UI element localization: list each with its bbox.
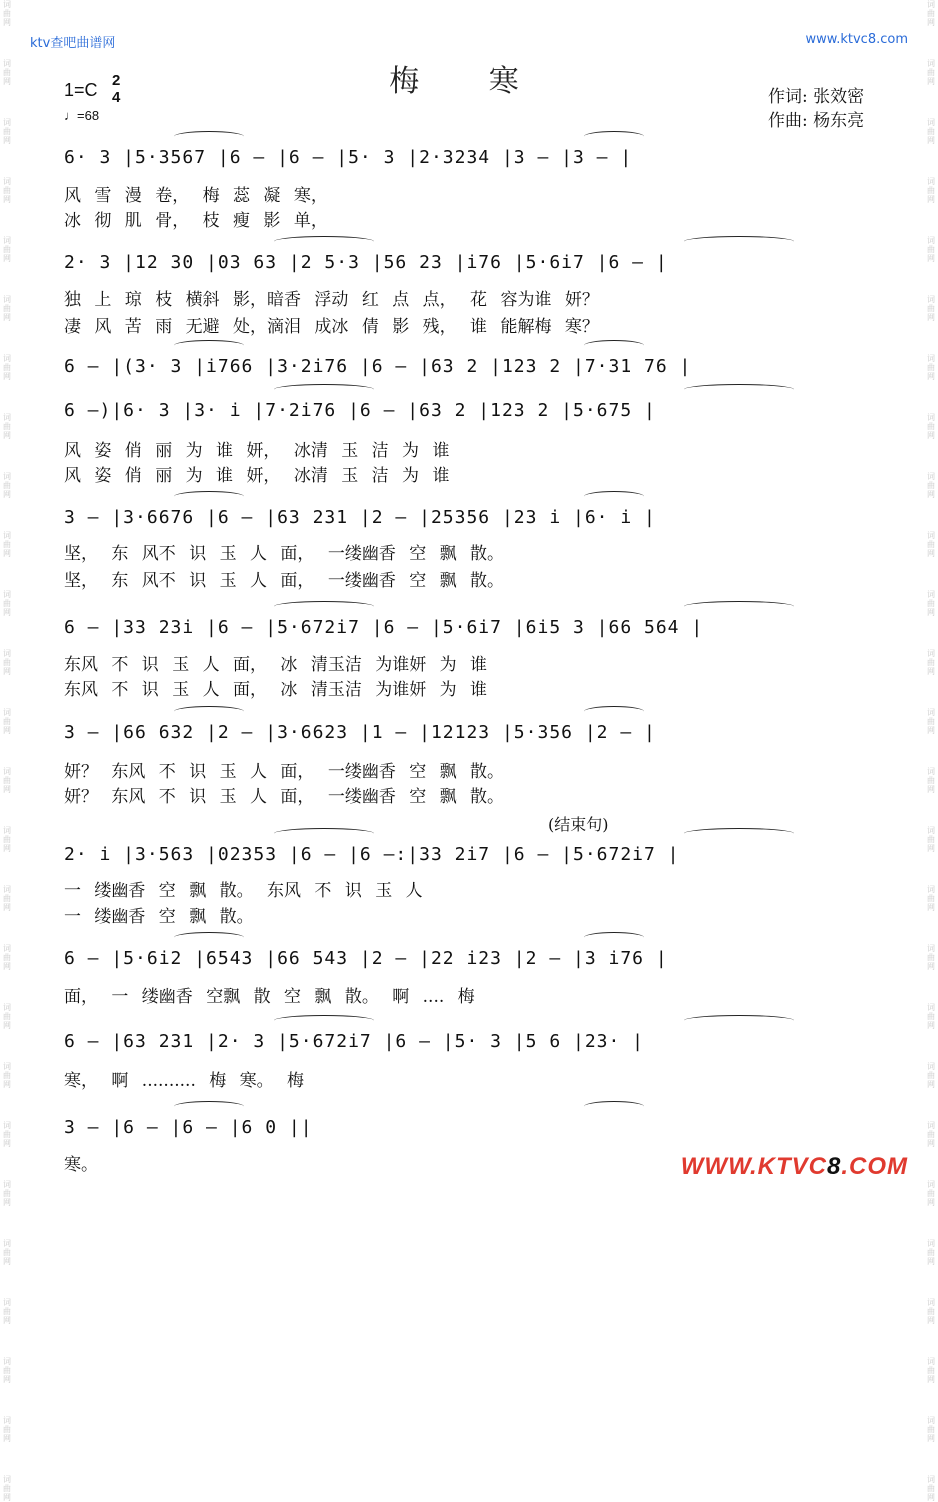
meter-bottom: 4 — [112, 89, 121, 106]
strip-text: 词 曲 网 — [3, 1180, 11, 1207]
site-name-left[interactable]: ktv查吧曲谱网 — [30, 36, 116, 51]
strip-text: 词 曲 网 — [927, 590, 935, 617]
notation-row: 6· 3 |5·3567 |6 – |6 – |5· 3 |2·3234 |3 – |3 – | — [64, 147, 633, 168]
lyric-line: 坚， 东 风不 识 玉 人 面， 一缕幽香 空 飘 散。 — [64, 571, 505, 591]
song-title: 梅 寒 — [389, 64, 549, 99]
strip-text: 词 曲 网 — [3, 472, 11, 499]
strip-text: 词 曲 网 — [3, 118, 11, 145]
slur-arc — [274, 236, 374, 247]
strip-text: 词 曲 网 — [3, 354, 11, 381]
strip-text: 词 曲 网 — [3, 1416, 11, 1443]
notation-row: 3 – |66 632 |2 – |3·6623 |1 – |12123 |5·356 |2 – | — [64, 722, 656, 743]
lyric-line: 妍？ 东风 不 识 玉 人 面， 一缕幽香 空 飘 散。 — [64, 787, 505, 807]
slur-arc — [174, 340, 244, 351]
strip-text: 词 曲 网 — [927, 1239, 935, 1266]
strip-text: 词 曲 网 — [3, 59, 11, 86]
lyric-line: 东风 不 识 玉 人 面， 冰 清玉洁 为谁妍 为 谁 — [64, 655, 488, 675]
notation-row: 6 – |5·6i2 |6543 |66 543 |2 – |22 i23 |2 – |3 i76 | — [64, 948, 668, 969]
strip-text: 词 曲 网 — [927, 1298, 935, 1325]
lyric-line: 冰 彻 肌 骨， 枝 瘦 影 单， — [64, 211, 328, 231]
strip-text: 词 曲 网 — [3, 944, 11, 971]
strip-text: 词 曲 网 — [3, 295, 11, 322]
strip-text: 词 曲 网 — [927, 1357, 935, 1384]
strip-text: 词 曲 网 — [3, 1298, 11, 1325]
strip-text: 词 曲 网 — [3, 1475, 11, 1502]
slur-arc — [274, 1015, 374, 1026]
slur-arc — [174, 1101, 244, 1112]
strip-text: 词 曲 网 — [927, 767, 935, 794]
slur-arc — [684, 384, 794, 395]
notation-row: 6 – |(3· 3 |i766 |3·2i76 |6 – |63 2 |123 2 |7·31 76 | — [64, 356, 692, 377]
slur-arc — [274, 601, 374, 612]
lyric-line: 妍？ 东风 不 识 玉 人 面， 一缕幽香 空 飘 散。 — [64, 762, 505, 782]
strip-text: 词 曲 网 — [3, 236, 11, 263]
strip-text: 词 曲 网 — [927, 0, 935, 27]
strip-text: 词 曲 网 — [3, 708, 11, 735]
ending-annotation: (结束句) — [548, 815, 609, 834]
lyric-line: 寒。 — [64, 1155, 98, 1175]
lyric-line: 风 姿 俏 丽 为 谁 妍， 冰清 玉 洁 为 谁 — [64, 466, 450, 486]
strip-text: 词 曲 网 — [927, 1180, 935, 1207]
watermark-part1: WWW.KTVC — [680, 1153, 827, 1180]
tempo-marking: ♩=68 — [64, 108, 100, 123]
left-watermark-strip — [0, 0, 14, 1502]
time-signature — [112, 72, 120, 106]
lyric-line: 坚， 东 风不 识 玉 人 面， 一缕幽香 空 飘 散。 — [64, 544, 505, 564]
strip-text: 词 曲 网 — [927, 177, 935, 204]
watermark-part3: .COM — [841, 1153, 908, 1180]
strip-text: 词 曲 网 — [3, 1062, 11, 1089]
composer-credit: 作曲: 杨东亮 — [768, 111, 865, 131]
strip-text: 词 曲 网 — [927, 354, 935, 381]
lyric-line: 凄 风 苦 雨 无避 处，滴泪 成冰 倩 影 残， 谁 能解梅 寒？ — [64, 317, 599, 337]
strip-text: 词 曲 网 — [3, 0, 11, 27]
notation-row: 3 – |6 – |6 – |6 0 || — [64, 1117, 313, 1138]
notation-row: 6 – |33 23i |6 – |5·672i7 |6 – |5·6i7 |6i5 3 |66 564 | — [64, 617, 704, 638]
watermark-part2: 8 — [826, 1153, 842, 1180]
site-url-right[interactable]: www.ktvc8.com — [805, 32, 908, 47]
strip-text: 词 曲 网 — [927, 59, 935, 86]
lyric-line: 独 上 琼 枝 横斜 影，暗香 浮动 红 点 点， 花 容为谁 妍？ — [64, 290, 599, 310]
notation-row: 6 –)|6· 3 |3· i |7·2i76 |6 – |63 2 |123 2 |5·675 | — [64, 400, 656, 421]
meter-top: 2 — [112, 72, 121, 89]
slur-arc — [584, 932, 644, 943]
slur-arc — [274, 384, 374, 395]
lyric-line: 一 缕幽香 空 飘 散。 — [64, 907, 254, 927]
strip-text: 词 曲 网 — [927, 236, 935, 263]
lyric-line: 面， 一 缕幽香 空飘 散 空 飘 散。 啊 .... 梅 — [64, 987, 475, 1007]
strip-text: 词 曲 网 — [927, 649, 935, 676]
lyric-line: 一 缕幽香 空 飘 散。 东风 不 识 玉 人 — [64, 881, 423, 901]
slur-arc — [684, 828, 794, 839]
slur-arc — [174, 131, 244, 142]
strip-text: 词 曲 网 — [3, 826, 11, 853]
strip-text: 词 曲 网 — [927, 531, 935, 558]
slur-arc — [584, 340, 644, 351]
lyric-line: 寒， 啊 .......... 梅 寒。 梅 — [64, 1071, 305, 1091]
strip-text: 词 曲 网 — [927, 1121, 935, 1148]
strip-text: 词 曲 网 — [927, 1475, 935, 1502]
strip-text: 词 曲 网 — [3, 1121, 11, 1148]
slur-arc — [584, 491, 644, 502]
strip-text: 词 曲 网 — [927, 295, 935, 322]
notation-row: 6 – |63 231 |2· 3 |5·672i7 |6 – |5· 3 |5 6 |23· | — [64, 1031, 645, 1052]
watermark-logo — [681, 1153, 908, 1181]
lyricist-credit: 作词: 张效密 — [768, 87, 865, 107]
strip-text: 词 曲 网 — [3, 1239, 11, 1266]
strip-text: 词 曲 网 — [3, 649, 11, 676]
strip-text: 词 曲 网 — [3, 885, 11, 912]
slur-arc — [174, 932, 244, 943]
strip-text: 词 曲 网 — [927, 1416, 935, 1443]
slur-arc — [684, 601, 794, 612]
strip-text: 词 曲 网 — [927, 708, 935, 735]
slur-arc — [684, 236, 794, 247]
slur-arc — [584, 706, 644, 717]
right-watermark-strip — [924, 0, 938, 1502]
strip-text: 词 曲 网 — [927, 413, 935, 440]
slur-arc — [584, 1101, 644, 1112]
slur-arc — [174, 706, 244, 717]
strip-text: 词 曲 网 — [927, 1062, 935, 1089]
strip-text: 词 曲 网 — [3, 413, 11, 440]
notation-row: 2· 3 |12 30 |03 63 |2 5·3 |56 23 |i76 |5·6i7 |6 – | — [64, 252, 668, 273]
strip-text: 词 曲 网 — [927, 472, 935, 499]
strip-text: 词 曲 网 — [3, 1357, 11, 1384]
strip-text: 词 曲 网 — [3, 531, 11, 558]
lyric-line: 风 姿 俏 丽 为 谁 妍， 冰清 玉 洁 为 谁 — [64, 441, 450, 461]
lyric-line: 东风 不 识 玉 人 面， 冰 清玉洁 为谁妍 为 谁 — [64, 680, 488, 700]
strip-text: 词 曲 网 — [927, 885, 935, 912]
key-signature: 1=C — [64, 80, 98, 100]
slur-arc — [274, 828, 374, 839]
lyric-line: 风 雪 漫 卷， 梅 蕊 凝 寒， — [64, 186, 328, 206]
notation-row: 2· i |3·563 |02353 |6 – |6 –:|33 2i7 |6 – |5·672i7 | — [64, 844, 680, 865]
strip-text: 词 曲 网 — [927, 1003, 935, 1030]
strip-text: 词 曲 网 — [3, 177, 11, 204]
notation-row: 3 – |3·6676 |6 – |63 231 |2 – |25356 |23 i |6· i | — [64, 507, 656, 528]
strip-text: 词 曲 网 — [3, 767, 11, 794]
strip-text: 词 曲 网 — [927, 944, 935, 971]
strip-text: 词 曲 网 — [3, 590, 11, 617]
strip-text: 词 曲 网 — [927, 826, 935, 853]
slur-arc — [584, 131, 644, 142]
strip-text: 词 曲 网 — [927, 118, 935, 145]
strip-text: 词 曲 网 — [3, 1003, 11, 1030]
slur-arc — [684, 1015, 794, 1026]
slur-arc — [174, 491, 244, 502]
